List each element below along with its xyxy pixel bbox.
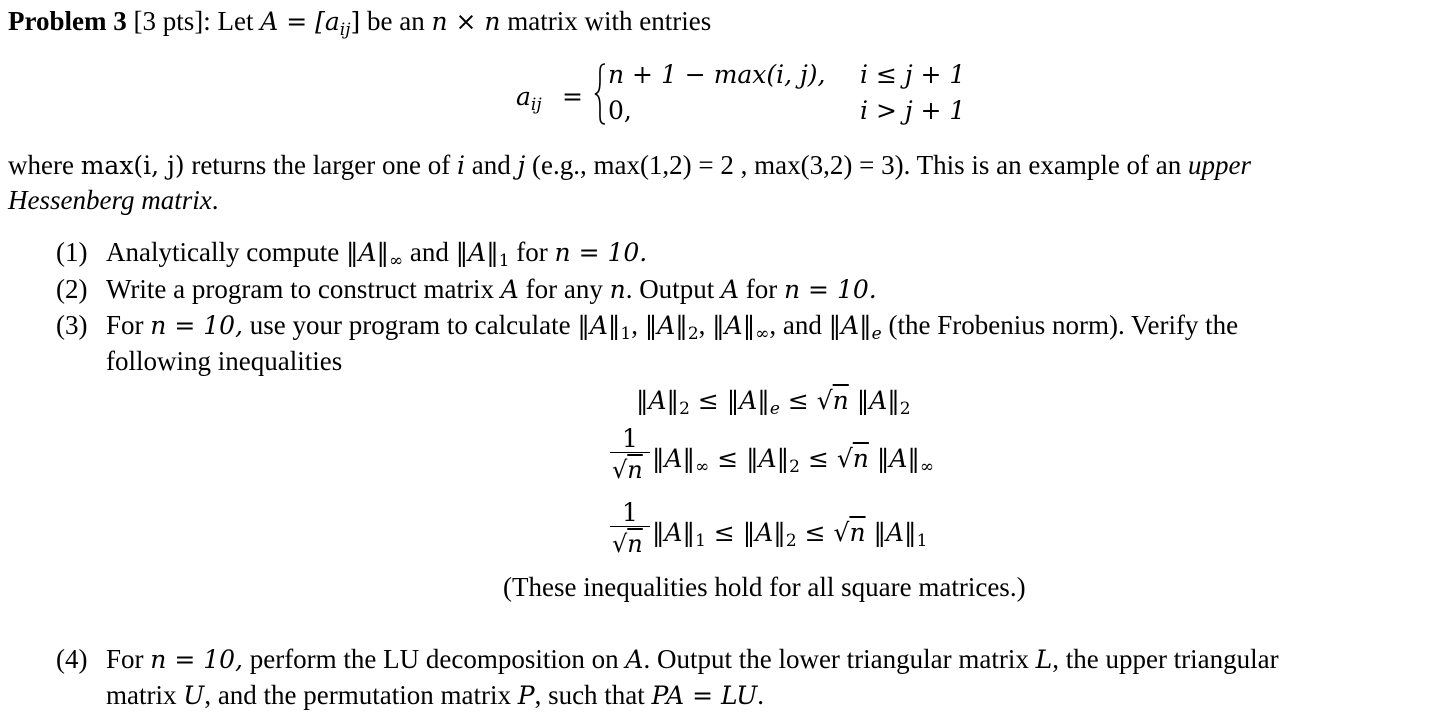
- inequality-row-3: [652, 520, 927, 550]
- ineq3-a-sub: 1: [695, 531, 706, 551]
- item-3: For n = 10, use your program to calculate $‖A‖_1$, $‖A‖_2$, $‖A‖_\infty$, and $‖A‖_e$ (the Frobenius norm). Verify the: [106, 310, 1239, 344]
- item-4-equation: n = 10,: [150, 645, 243, 674]
- sqrt-icon: √: [816, 386, 833, 415]
- item-3-number: (3): [56, 310, 88, 340]
- ineq2-b: ‖A‖: [746, 444, 790, 473]
- example-text: (e.g., max(1,2) = 2 , max(3,2) = 3). This is an example of an: [531, 150, 1182, 180]
- item-4-var-l: L: [1035, 645, 1053, 674]
- ineq2-c: ‖A‖: [876, 444, 920, 473]
- item-3-norm-e: ‖A‖: [828, 311, 872, 340]
- item-2-var-a: A: [500, 275, 519, 304]
- item-4-var-a: A: [625, 645, 644, 674]
- item-1: [106, 239, 647, 270]
- case1-expression: n + 1 − max(i, j),: [608, 60, 826, 89]
- item-2-equation: n = 10.: [784, 275, 877, 304]
- item-1-norm-1-sub: 1: [498, 251, 510, 271]
- item-4-var-p: P: [517, 681, 535, 710]
- with-entries-text: matrix with entries: [507, 6, 712, 36]
- item-4-post: . Output the lower triangular matrix: [643, 644, 1029, 674]
- ineq2-frac-den-n: n: [627, 456, 643, 484]
- sqrt-icon: √: [612, 530, 628, 558]
- problem-heading: [8, 8, 711, 39]
- item-4-post2: , the upper triangular: [1052, 644, 1279, 674]
- definition-lhs: [516, 84, 542, 114]
- item-4-cont-mid: , and the permutation matrix: [204, 680, 511, 710]
- item-3-pre: For: [106, 310, 144, 340]
- item-3-and: , and: [769, 310, 822, 340]
- var-i: i: [456, 151, 465, 180]
- item-3-norm-2: ‖A‖: [644, 311, 688, 340]
- ineq2-n: n: [852, 444, 869, 473]
- item-3-norm-inf-sub: ∞: [755, 324, 770, 344]
- ineq2-fraction: [606, 424, 650, 494]
- ineq2-a-sub: ∞: [695, 457, 710, 477]
- item-2-pre: Write a program to construct matrix: [106, 274, 495, 304]
- ineq3-c-sub: 1: [916, 531, 928, 551]
- definition-lhs-sub: ij: [530, 95, 542, 115]
- sqrt-icon: √: [833, 518, 850, 547]
- item-2-post: . Output: [625, 274, 715, 304]
- sqrt-icon: √: [836, 444, 853, 473]
- item-1-norm-inf-sub: ∞: [389, 251, 404, 271]
- item-3-post: (the Frobenius norm). Verify the: [888, 310, 1239, 340]
- hessenberg-text: Hessenberg matrix: [8, 185, 212, 215]
- ineq1-a: ‖A‖: [636, 386, 680, 415]
- ineq2-le1: ≤: [717, 444, 739, 473]
- item-3-continuation: following inequalities: [106, 346, 343, 376]
- hessenberg-line: [8, 187, 218, 214]
- item-4-cont-post: , such that: [534, 680, 645, 710]
- item-1-pre: Analytically compute: [106, 237, 340, 267]
- matrix-def: A = [a: [260, 7, 340, 36]
- sqrt-icon: √: [612, 456, 628, 484]
- ineq3-frac-bar: [610, 526, 650, 527]
- and-text: and: [471, 150, 511, 180]
- ineq1-le2: ≤: [787, 386, 809, 415]
- ineq3-n: n: [849, 518, 866, 547]
- inequalities-note: (These inequalities hold for all square matrices.): [503, 572, 1026, 602]
- item-4-mid: perform the LU decomposition on: [249, 644, 619, 674]
- item-2: [106, 276, 877, 303]
- ineq3-c: ‖A‖: [873, 518, 917, 547]
- case2-expression: 0,: [608, 96, 632, 125]
- where-prefix: where: [8, 150, 74, 180]
- ineq3-le1: ≤: [713, 518, 735, 547]
- item-2-for: for: [745, 274, 778, 304]
- left-brace-icon: [593, 62, 607, 126]
- ineq1-b: ‖A‖: [726, 386, 770, 415]
- definition-equals: =: [562, 82, 583, 111]
- ineq3-frac-den: [612, 530, 643, 558]
- hessenberg-period: .: [211, 185, 219, 215]
- item-3-norm-1: ‖A‖: [577, 311, 621, 340]
- inequality-row-2: [652, 446, 934, 476]
- item-3-norm-inf: ‖A‖: [712, 311, 756, 340]
- item-3-equation: n = 10,: [150, 311, 243, 340]
- item-1-norm-1: ‖A‖: [455, 238, 499, 267]
- item-1-number: (1): [56, 237, 88, 267]
- item-3-norm-1-sub: 1: [620, 324, 632, 344]
- item-4: [106, 646, 1279, 673]
- matrix-dims: n × n: [431, 7, 501, 36]
- item-1-and: and: [409, 237, 449, 267]
- ineq3-le2: ≤: [804, 518, 826, 547]
- ineq3-frac-den-n: n: [627, 530, 643, 558]
- max-func: max(i, j): [80, 151, 185, 180]
- ineq1-c-sub: 2: [899, 399, 911, 419]
- problem-label: Problem 3: [8, 6, 127, 36]
- ineq2-frac-num: 1: [622, 424, 638, 453]
- ineq2-a: ‖A‖: [652, 444, 696, 473]
- item-2-var-a2: A: [720, 275, 740, 304]
- item-4-equation-2: PA = LU: [651, 681, 758, 710]
- definition-lhs-var: a: [516, 82, 531, 111]
- item-3-norm-e-sub: e: [871, 324, 882, 344]
- ineq2-le2: ≤: [807, 444, 829, 473]
- case1-condition: i ≤ j + 1: [860, 60, 966, 89]
- ineq2-b-sub: 2: [789, 457, 800, 477]
- ineq3-b: ‖A‖: [742, 518, 786, 547]
- be-an-text: be an: [367, 6, 425, 36]
- item-2-mid: for any: [525, 274, 603, 304]
- explanation-line: [8, 152, 1251, 179]
- case2-condition: i > j + 1: [860, 96, 966, 125]
- item-1-norm-inf: ‖A‖: [345, 238, 389, 267]
- problem-intro: Let: [217, 6, 254, 36]
- item-4-pre: For: [106, 644, 144, 674]
- upper-text: upper: [1188, 150, 1252, 180]
- ineq1-b-sub: e: [769, 399, 780, 419]
- matrix-def-sub: ij: [339, 20, 351, 40]
- ineq2-frac-bar: [610, 452, 650, 453]
- item-4-number: (4): [56, 644, 88, 674]
- item-3-mid: use your program to calculate: [249, 310, 571, 340]
- ineq1-a-sub: 2: [679, 399, 690, 419]
- ineq2-c-sub: ∞: [919, 457, 935, 477]
- item-2-var-n: n: [609, 275, 626, 304]
- ineq3-frac-num: 1: [622, 498, 638, 527]
- inequality-row-1: [636, 388, 911, 418]
- problem-points: [3 pts]:: [133, 6, 211, 36]
- item-4-cont-pre: matrix: [106, 680, 177, 710]
- item-4-var-u: U: [183, 681, 205, 710]
- ineq1-n: n: [832, 386, 849, 415]
- ineq3-a: ‖A‖: [652, 518, 696, 547]
- item-3-norm-2-sub: 2: [687, 324, 699, 344]
- ineq3-b-sub: 2: [785, 531, 797, 551]
- item-4-end: .: [757, 680, 765, 710]
- ineq3-fraction: [606, 498, 650, 568]
- matrix-def-close: ]: [350, 7, 361, 36]
- item-1-for: for: [516, 237, 548, 267]
- ineq1-le1: ≤: [697, 386, 719, 415]
- var-j: j: [517, 151, 526, 180]
- returns-text: returns the larger one of: [191, 150, 451, 180]
- ineq2-frac-den: [612, 456, 643, 484]
- ineq1-c: ‖A‖: [856, 386, 900, 415]
- item-2-number: (2): [56, 274, 88, 304]
- item-4-continuation: [106, 682, 764, 709]
- item-1-equation: n = 10.: [554, 238, 648, 267]
